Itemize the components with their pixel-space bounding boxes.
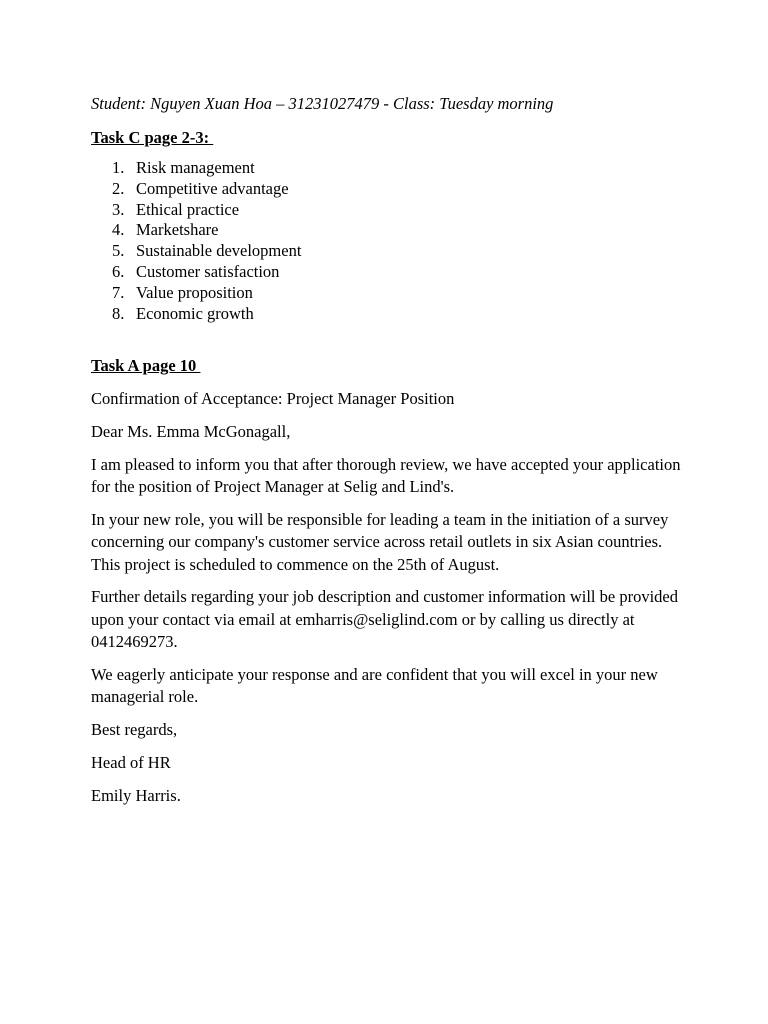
letter-paragraph: I am pleased to inform you that after thorough review, we have accepted your application for the position of Project Manager at Selig and Lind's. <box>91 454 681 497</box>
letter-subject: Confirmation of Acceptance: Project Manager Position <box>91 388 455 408</box>
section-spacer <box>91 324 691 355</box>
signer-name: Emily Harris. <box>91 785 181 805</box>
list-item <box>91 200 691 221</box>
list-item-number: 1. <box>112 158 125 177</box>
list-item-number: 6. <box>112 261 125 281</box>
list-item-text: Ethical practice <box>136 199 240 219</box>
list-item <box>91 179 691 200</box>
list-item-text: Marketshare <box>136 220 219 240</box>
list-item <box>91 262 691 283</box>
list-item-text: Sustainable development <box>136 241 302 261</box>
task-c-heading: Task C page 2-3: <box>91 127 214 147</box>
list-item <box>91 158 691 179</box>
list-item-text: Competitive advantage <box>136 178 289 198</box>
list-item <box>91 220 691 241</box>
letter-salutation: Dear Ms. Emma McGonagall, <box>91 421 291 441</box>
list-item <box>91 304 691 325</box>
document-body <box>91 93 691 818</box>
list-item-number: 2. <box>112 178 125 198</box>
student-info-line: Student: Nguyen Xuan Hoa – 31231027479 - Class: Tuesday morning <box>91 94 554 113</box>
task-c-list <box>91 158 691 324</box>
task-a-heading: Task A page 10 <box>91 356 201 376</box>
list-item-number: 7. <box>112 282 125 302</box>
list-item-number: 5. <box>112 241 125 261</box>
letter-paragraph: In your new role, you will be responsible for leading a team in the initiation of a survey concerning our company's customer service across retail outlets in six Asian countries. This project is scheduled to commence on the 25th of August. <box>91 509 669 574</box>
list-item-number: 3. <box>112 199 125 219</box>
list-item-number: 8. <box>112 303 125 323</box>
letter-paragraph: Further details regarding your job description and customer information will be provided upon your contact via email at emharris@seliglind.com or by calling us directly at 0412469273. <box>91 587 678 652</box>
list-item-number: 4. <box>112 220 125 240</box>
signer-title: Head of HR <box>91 752 171 772</box>
list-item-text: Value proposition <box>136 282 253 302</box>
list-item-text: Risk management <box>136 158 255 177</box>
letter-closing: Best regards, <box>91 719 178 739</box>
letter-paragraph: We eagerly anticipate your response and are confident that you will excel in your new managerial role. <box>91 664 658 707</box>
list-item-text: Customer satisfaction <box>136 261 280 281</box>
list-item <box>91 241 691 262</box>
list-item <box>91 283 691 304</box>
list-item-text: Economic growth <box>136 303 254 323</box>
